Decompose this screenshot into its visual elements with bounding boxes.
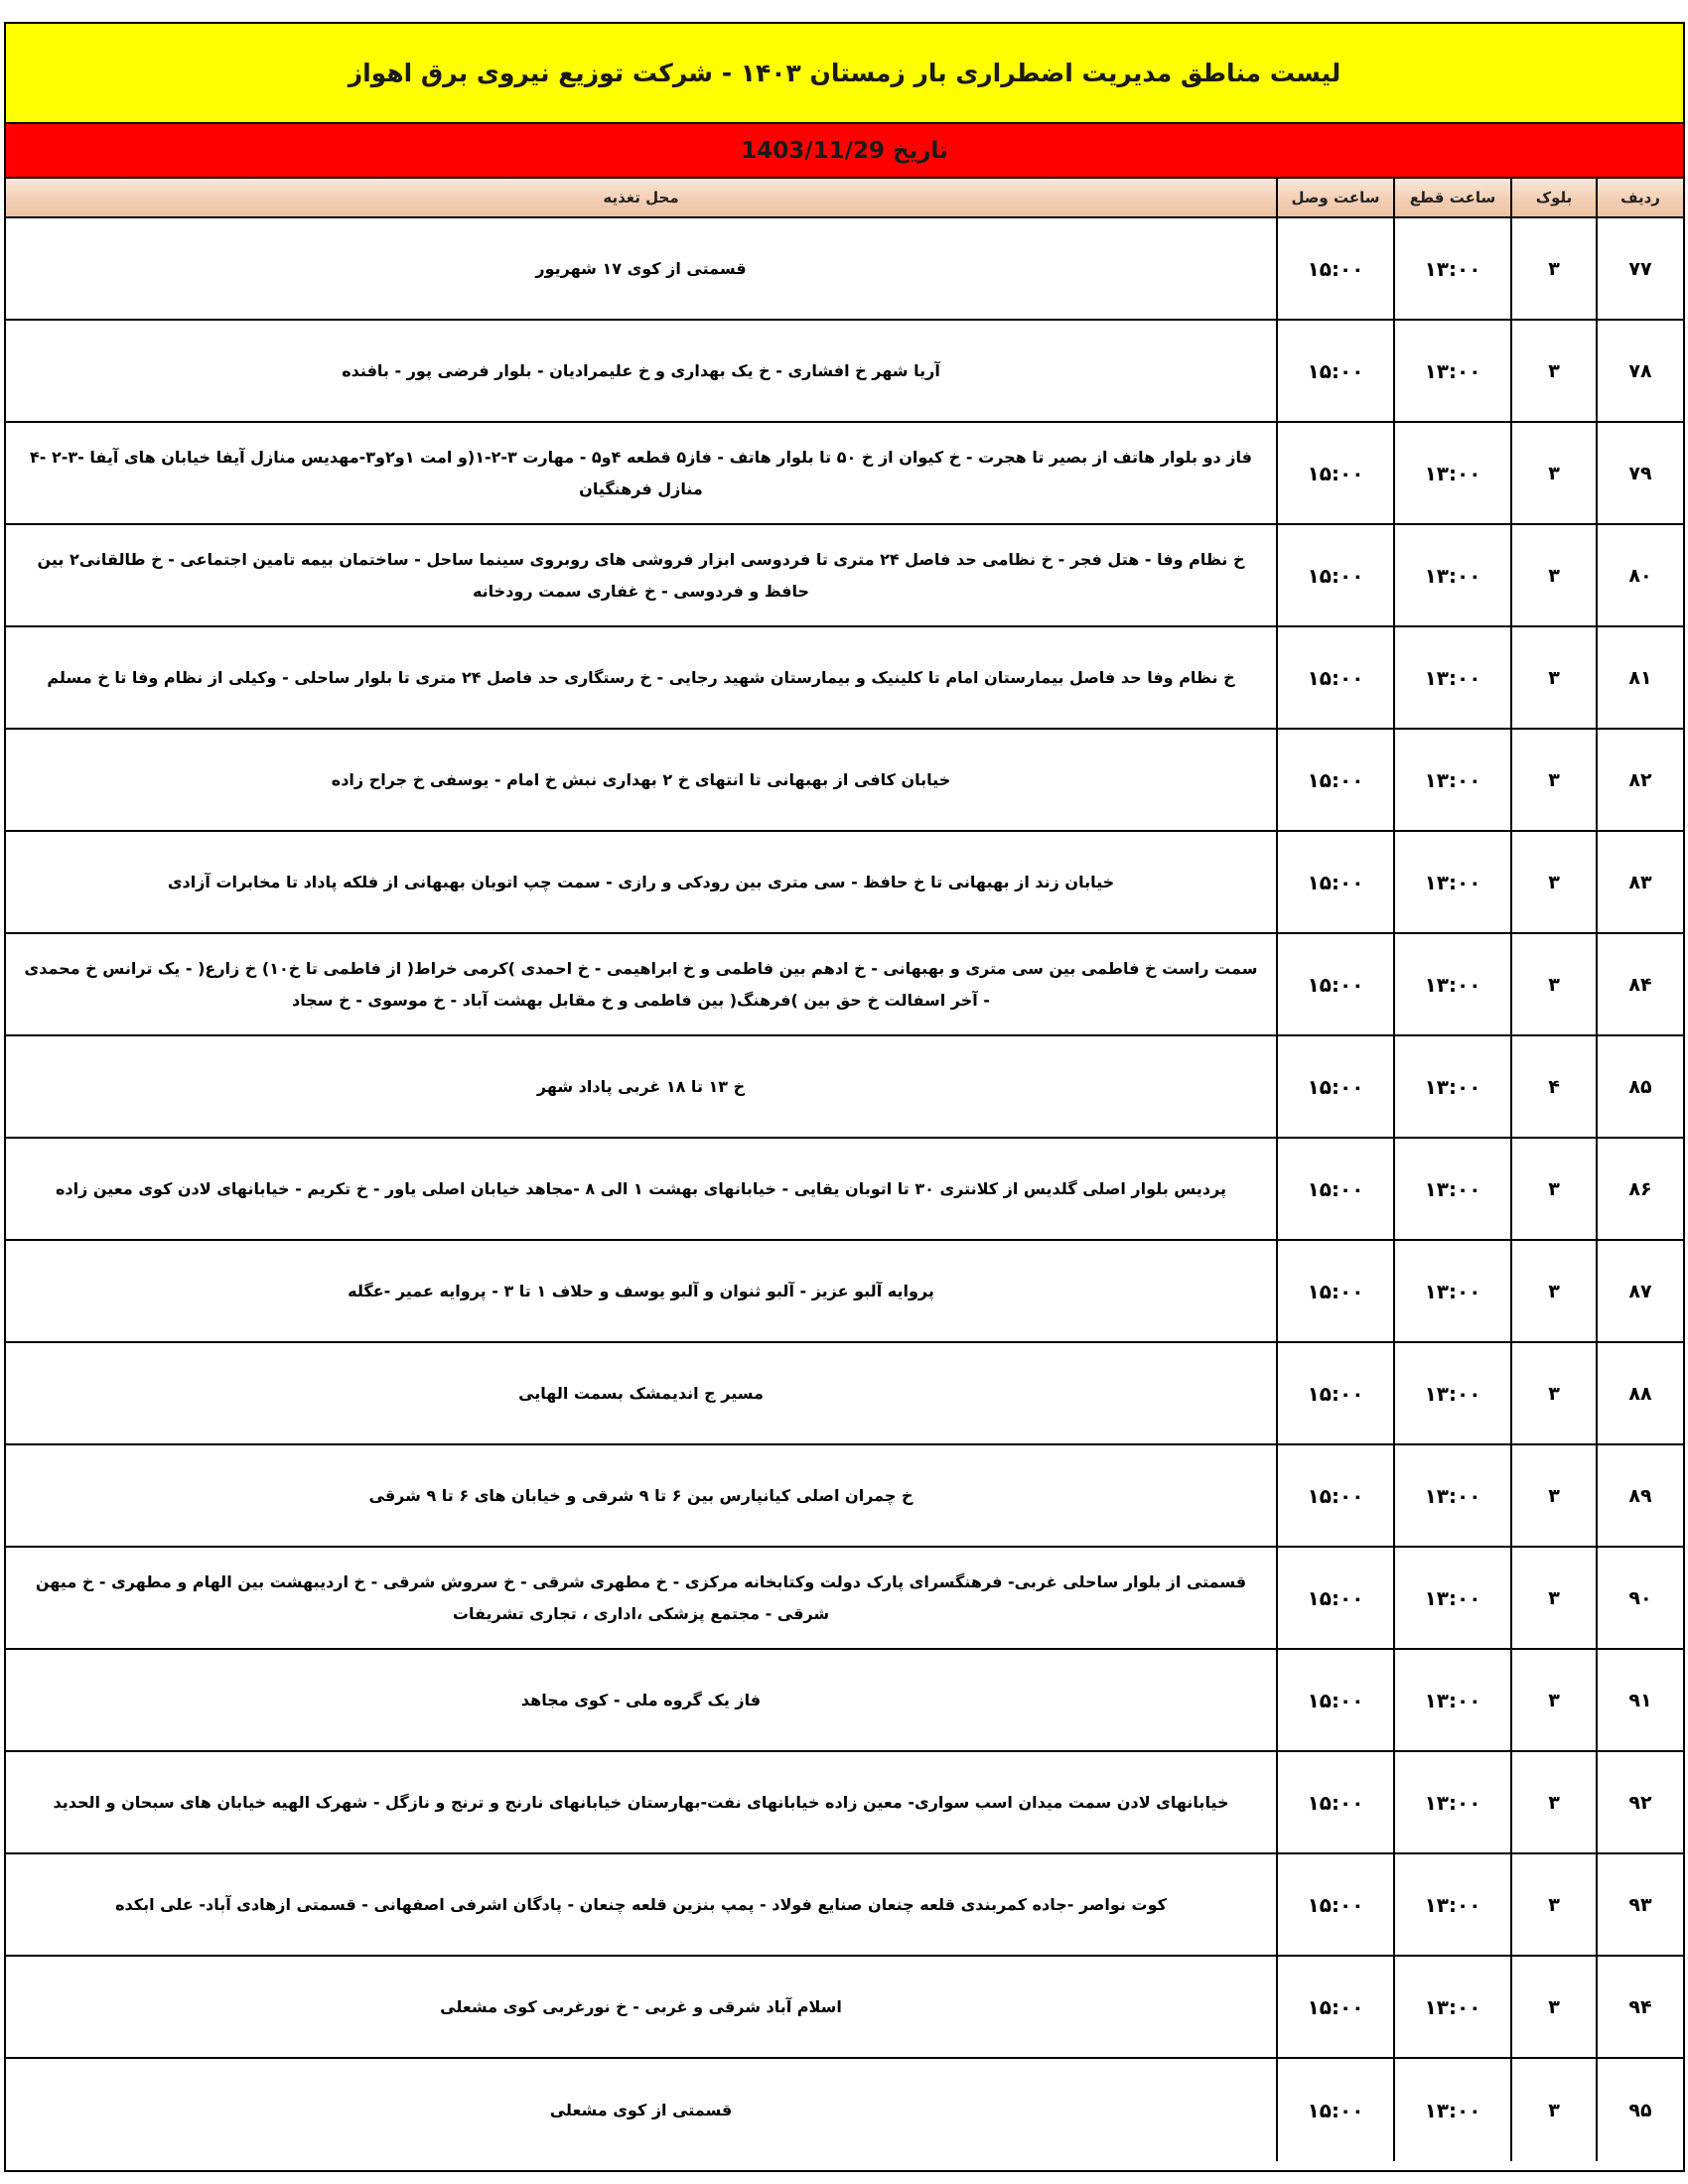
row-block: ۳: [1512, 1241, 1598, 1341]
table-row: [6, 1752, 1683, 1854]
row-connect-time: ۱۵:۰۰: [1278, 1036, 1395, 1137]
row-connect-time: ۱۵:۰۰: [1278, 832, 1395, 932]
row-location: خ نظام وفا - هتل فجر - خ نظامی حد فاصل ۲۴ متری تا فردوسی ابزار فروشی های روبروی سینما ساحل - ساختمان بیمه تامین اجتماعی - خ طالقانی۲ بین حافظ و فردوسی - خ غفاری سمت رودخانه: [6, 525, 1278, 625]
row-connect-time: ۱۵:۰۰: [1278, 1343, 1395, 1443]
row-connect-time: ۱۵:۰۰: [1278, 1854, 1395, 1955]
row-location: مسیر ج اندیمشک بسمت الهایی: [6, 1343, 1278, 1443]
row-cut-time: ۱۳:۰۰: [1395, 1036, 1512, 1137]
header-connect-time: ساعت وصل: [1278, 179, 1395, 216]
row-connect-time: ۱۵:۰۰: [1278, 1752, 1395, 1852]
row-cut-time: ۱۳:۰۰: [1395, 627, 1512, 728]
table-row: [6, 1343, 1683, 1445]
row-connect-time: ۱۵:۰۰: [1278, 218, 1395, 319]
row-location: خ ۱۳ تا ۱۸ غربی پاداد شهر: [6, 1036, 1278, 1137]
row-index: ۸۴: [1628, 973, 1652, 996]
table-row: [6, 832, 1683, 934]
row-cut-time: ۱۳:۰۰: [1395, 2059, 1512, 2161]
row-connect-time: ۱۵:۰۰: [1278, 1445, 1395, 1546]
row-block: ۴: [1512, 1036, 1598, 1137]
header-location: محل تغذیه: [6, 179, 1278, 216]
table-header: [6, 179, 1683, 218]
table-row: [6, 1241, 1683, 1343]
row-location: پروایه آلبو عزیز - آلبو ثنوان و آلبو یوسف و حلاف ۱ تا ۳ - پروایه عمیر -عگله: [6, 1241, 1278, 1341]
outage-schedule-sheet: [4, 22, 1685, 2172]
row-location: اسلام آباد شرقی و غربی - خ نورغربی کوی مشعلی: [6, 1957, 1278, 2057]
row-cut-time: ۱۳:۰۰: [1395, 1343, 1512, 1443]
row-index: ۸۵: [1628, 1075, 1652, 1098]
header-block: بلوک: [1512, 179, 1598, 216]
row-connect-time: ۱۵:۰۰: [1278, 730, 1395, 830]
row-location: کوت نواصر -جاده کمربندی قلعه چنعان صنایع فولاد - پمپ بنزین قلعه چنعان - پادگان اشرفی اصفهانی - قسمتی ازهادی آباد- علی ابکده: [6, 1854, 1278, 1955]
row-block: ۳: [1512, 1957, 1598, 2057]
row-cut-time: ۱۳:۰۰: [1395, 1752, 1512, 1852]
row-index: ۹۵: [1628, 2099, 1652, 2121]
row-connect-time: ۱۵:۰۰: [1278, 525, 1395, 625]
row-cut-time: ۱۳:۰۰: [1395, 1445, 1512, 1546]
row-block: ۳: [1512, 627, 1598, 728]
row-location: فاز یک گروه ملی - کوی مجاهد: [6, 1650, 1278, 1750]
row-block: ۳: [1512, 423, 1598, 523]
schedule-date: تاریخ 1403/11/29: [741, 137, 948, 164]
row-connect-time: ۱۵:۰۰: [1278, 627, 1395, 728]
row-connect-time: ۱۵:۰۰: [1278, 1650, 1395, 1750]
row-location: سمت راست خ فاطمی بین سی متری و بهبهانی - خ ادهم بین فاطمی و خ ابراهیمی - خ احمدی )کرمی خراط( از فاطمی تا خ۱۰) خ زارع( - یک ترانس خ محمدی - آخر اسفالت خ حق بین )فرهنگ( بین فاطمی و خ مقابل بهشت آباد - خ موسوی - خ سجاد: [6, 934, 1278, 1034]
row-location: خیابان زند از بهبهانی تا خ حافظ - سی متری بین رودکی و رازی - سمت چپ اتوبان بهبهانی از فلکه پاداد تا مخابرات آزادی: [6, 832, 1278, 932]
row-connect-time: ۱۵:۰۰: [1278, 2059, 1395, 2161]
row-block: ۳: [1512, 934, 1598, 1034]
table-row: [6, 934, 1683, 1036]
table-row: [6, 1445, 1683, 1548]
row-cut-time: ۱۳:۰۰: [1395, 934, 1512, 1034]
row-location: قسمتی از کوی مشعلی: [6, 2059, 1278, 2161]
header-index: ردیف: [1620, 189, 1660, 206]
row-cut-time: ۱۳:۰۰: [1395, 1854, 1512, 1955]
row-cut-time: ۱۳:۰۰: [1395, 1139, 1512, 1239]
row-cut-time: ۱۳:۰۰: [1395, 832, 1512, 932]
table-row: [6, 627, 1683, 730]
row-location: آریا شهر خ افشاری - خ یک بهداری و خ علیمرادیان - بلوار فرضی پور - بافنده: [6, 321, 1278, 421]
table-row: [6, 1036, 1683, 1139]
row-cut-time: ۱۳:۰۰: [1395, 1957, 1512, 2057]
row-cut-time: ۱۳:۰۰: [1395, 1650, 1512, 1750]
table-row: [6, 525, 1683, 627]
table-row: [6, 1650, 1683, 1752]
row-index: ۹۰: [1628, 1586, 1652, 1609]
row-index: ۷۷: [1628, 257, 1652, 280]
row-connect-time: ۱۵:۰۰: [1278, 1139, 1395, 1239]
row-block: ۳: [1512, 832, 1598, 932]
row-block: ۳: [1512, 1343, 1598, 1443]
row-index: ۷۸: [1628, 359, 1652, 382]
row-location: خیابان کافی از بهبهانی تا انتهای خ ۲ بهداری نبش خ امام - یوسفی خ جراح زاده: [6, 730, 1278, 830]
row-block: ۳: [1512, 1548, 1598, 1648]
row-index: ۸۳: [1628, 871, 1652, 893]
row-cut-time: ۱۳:۰۰: [1395, 525, 1512, 625]
table-row: [6, 423, 1683, 525]
row-connect-time: ۱۵:۰۰: [1278, 1548, 1395, 1648]
row-index: ۸۰: [1628, 564, 1652, 587]
row-index: ۹۲: [1628, 1791, 1652, 1814]
row-location: خیابانهای لادن سمت میدان اسب سواری- معین زاده خیابانهای نفت-بهارستان خیابانهای نارنج و ترنج و نازگل - شهرک الهیه خیابان های سبحان و الحدید: [6, 1752, 1278, 1852]
row-index: ۸۹: [1628, 1484, 1652, 1507]
table-row: [6, 730, 1683, 832]
table-row: [6, 2059, 1683, 2161]
row-block: ۳: [1512, 1752, 1598, 1852]
page-title: لیست مناطق مدیریت اضطراری بار زمستان ۱۴۰۳ - شرکت توزیع نیروی برق اهواز: [348, 59, 1341, 87]
row-block: ۳: [1512, 730, 1598, 830]
row-location: پردیس بلوار اصلی گلدیس از کلانتری ۳۰ تا اتوبان یقایی - خیابانهای بهشت ۱ الی ۸ -مجاهد خیابان اصلی یاور - خ تکریم - خیابانهای لادن کوی معین زاده: [6, 1139, 1278, 1239]
row-location: خ نظام وفا حد فاصل بیمارستان امام تا کلینیک و بیمارستان شهید رجایی - خ رستگاری حد فاصل ۲۴ متری تا بلوار ساحلی - وکیلی از نظام وفا تا خ مسلم: [6, 627, 1278, 728]
row-cut-time: ۱۳:۰۰: [1395, 1241, 1512, 1341]
row-cut-time: ۱۳:۰۰: [1395, 218, 1512, 319]
row-cut-time: ۱۳:۰۰: [1395, 1548, 1512, 1648]
row-index: ۸۶: [1628, 1177, 1652, 1200]
table-row: [6, 218, 1683, 321]
row-block: ۳: [1512, 1854, 1598, 1955]
table-row: [6, 1854, 1683, 1957]
row-block: ۳: [1512, 218, 1598, 319]
row-block: ۳: [1512, 321, 1598, 421]
row-index: ۸۷: [1628, 1280, 1652, 1302]
row-index: ۹۱: [1628, 1689, 1652, 1711]
row-block: ۳: [1512, 1445, 1598, 1546]
row-index: ۸۸: [1628, 1382, 1652, 1405]
row-index: ۹۳: [1628, 1893, 1652, 1916]
row-connect-time: ۱۵:۰۰: [1278, 321, 1395, 421]
row-index: ۸۲: [1628, 768, 1652, 791]
table-row: [6, 1139, 1683, 1241]
row-location: خ چمران اصلی کیانپارس بین ۶ تا ۹ شرقی و خیابان های ۶ تا ۹ شرقی: [6, 1445, 1278, 1546]
row-location: فاز دو بلوار هاتف از بصیر تا هجرت - خ کیوان از خ ۵۰ تا بلوار هاتف - فاز۵ قطعه ۴و۵ - مهارت ۳-۲-۱(و امت ۱و۲و۳-مهدیس منازل آیفا خیابان های آیفا -۳-۲ -۴ منازل فرهنگیان: [6, 423, 1278, 523]
table-row: [6, 321, 1683, 423]
row-block: ۳: [1512, 2059, 1598, 2161]
row-index: ۷۹: [1628, 462, 1652, 484]
row-index: ۸۱: [1628, 666, 1652, 689]
title-banner: [6, 24, 1683, 124]
row-connect-time: ۱۵:۰۰: [1278, 1957, 1395, 2057]
row-connect-time: ۱۵:۰۰: [1278, 423, 1395, 523]
row-connect-time: ۱۵:۰۰: [1278, 934, 1395, 1034]
row-connect-time: ۱۵:۰۰: [1278, 1241, 1395, 1341]
row-cut-time: ۱۳:۰۰: [1395, 730, 1512, 830]
row-block: ۳: [1512, 1139, 1598, 1239]
row-cut-time: ۱۳:۰۰: [1395, 321, 1512, 421]
row-cut-time: ۱۳:۰۰: [1395, 423, 1512, 523]
row-location: قسمتی از کوی ۱۷ شهریور: [6, 218, 1278, 319]
row-location: قسمتی از بلوار ساحلی غربی- فرهنگسرای پارک دولت وکتابخانه مرکزی - خ مطهری شرقی - خ سروش شرقی - خ اردیبهشت بین الهام و مطهری - خ میهن شرقی - مجتمع پزشکی ،اداری ، تجاری تشریفات: [6, 1548, 1278, 1648]
table-row: [6, 1548, 1683, 1650]
table-body: [6, 218, 1683, 2161]
date-banner: [6, 124, 1683, 179]
header-cut-time: ساعت قطع: [1395, 179, 1512, 216]
row-index: ۹۴: [1628, 1995, 1652, 2018]
table-row: [6, 1957, 1683, 2059]
row-block: ۳: [1512, 525, 1598, 625]
row-block: ۳: [1512, 1650, 1598, 1750]
